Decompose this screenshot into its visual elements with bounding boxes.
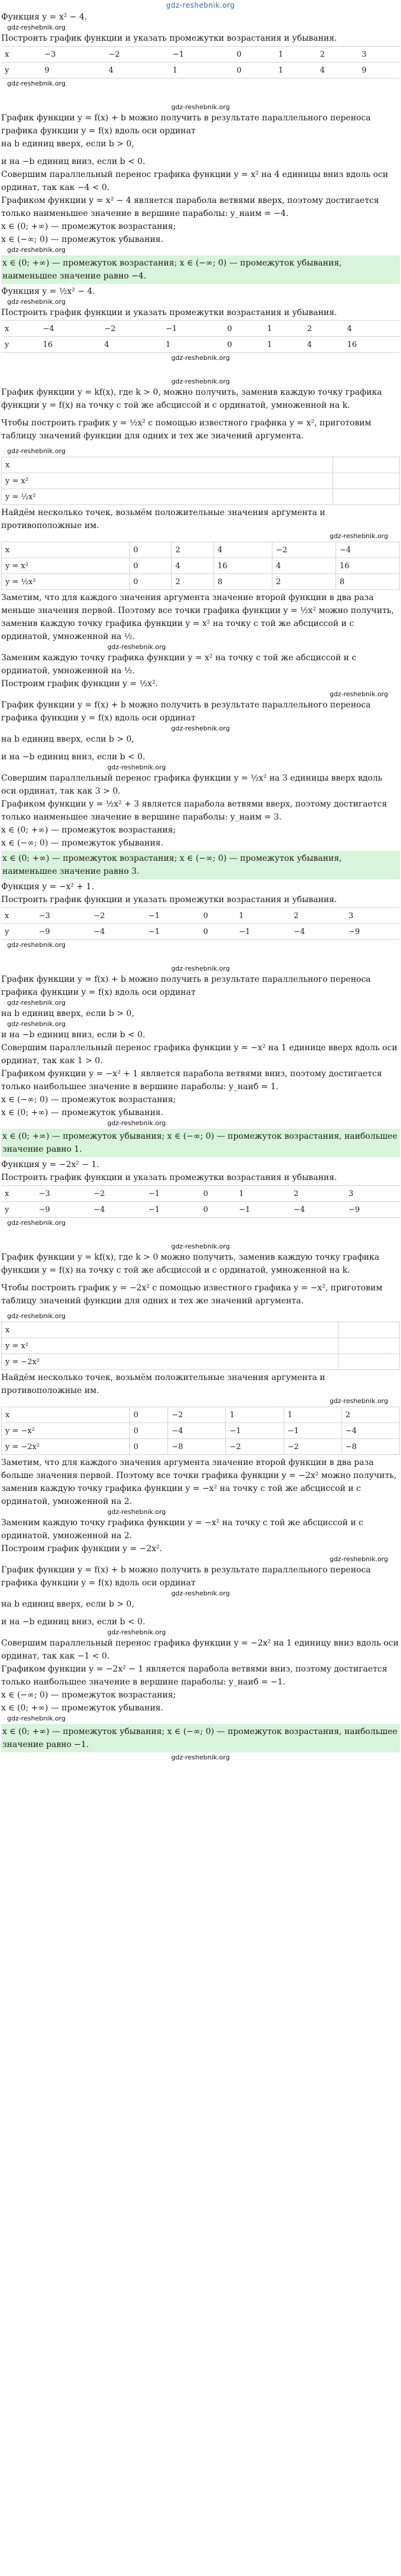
answer-highlight: x ∈ (0; +∞) — промежуток убывания; x ∈ (−∞; 0) — промежуток возрастания, наибольшее значение равно −1.	[1, 1724, 400, 1752]
paragraph: Чтобы построить график y = ½x² с помощью известного графика y = x², приготовим таблицу значений функции для одних и тех же значений аргумента.	[1, 418, 372, 441]
table-cell: −4	[40, 321, 101, 337]
watermark: gdz-reshebnik.org	[171, 1589, 230, 1597]
table-cell: 0	[223, 337, 264, 353]
watermark: gdz-reshebnik.org	[171, 965, 230, 972]
table-cell: 16	[213, 558, 272, 574]
table-cell: −3	[35, 1186, 90, 1202]
table-cell	[338, 1322, 399, 1338]
paragraph: Чтобы построить график y = −2x² с помощью известного графика y = −x², приготовим таблицу значений функции для одних и тех же значений аргумента.	[1, 1283, 383, 1306]
table-cell: −1	[145, 1202, 200, 1218]
paragraph: и на −b единиц вниз, если b < 0.	[1, 1030, 146, 1040]
watermark: gdz-reshebnik.org	[171, 354, 230, 362]
table-cell	[333, 457, 400, 473]
table-cell: −2	[90, 1186, 145, 1202]
paragraph: График функции y = kf(x), где k > 0 можно получить, заменив каждую точку графика функции y = f(x) на точку с той же абсциссой и с ординатой, умноженной на k.	[1, 1253, 380, 1275]
table-cell	[333, 473, 400, 489]
section-title: Функция y = x² − 4.	[1, 12, 87, 22]
table-cell: x	[1, 321, 40, 337]
watermark: gdz-reshebnik.org	[7, 246, 66, 254]
watermark: gdz-reshebnik.org	[107, 1119, 166, 1127]
table-cell: −2	[226, 1439, 284, 1455]
table-row	[2, 457, 400, 473]
paragraph: Совершим параллельный перенос графика функции y = −x² на 1 единице вверх вдоль оси ординат, так как 1 > 0.	[1, 1043, 397, 1066]
table-row	[1, 908, 400, 924]
table-row	[1, 321, 400, 337]
table-cell: 3	[358, 47, 400, 63]
table-cell: y = x²	[2, 558, 130, 574]
empty-values-table	[1, 457, 400, 505]
table-row	[2, 1354, 400, 1370]
watermark: gdz-reshebnik.org	[7, 1312, 66, 1320]
table-cell: y = −2x²	[2, 1439, 130, 1455]
table-cell: y = x²	[2, 473, 333, 489]
table-cell	[338, 1338, 399, 1354]
paragraph: x ∈ (0; +∞) — промежуток возрастания;	[1, 222, 176, 231]
table-cell: x	[1, 908, 35, 924]
paragraph: и на −b единиц вниз, если b < 0.	[1, 752, 146, 762]
task-text: Построить график функции и указать промежутки возрастания и убывания.	[1, 308, 337, 317]
table-cell: y = x²	[2, 1338, 338, 1354]
paragraph: Совершим параллельный перенос графика функции y = x² на 4 единицы вниз вдоль оси ординат, так как −4 < 0.	[1, 170, 389, 192]
paragraph: x ∈ (−∞; 0) — промежуток убывания.	[1, 235, 163, 244]
table-cell: 1	[275, 63, 317, 78]
table-cell	[338, 1354, 399, 1370]
table-cell: 4	[317, 63, 359, 78]
table-cell: −1	[162, 321, 223, 337]
watermark: gdz-reshebnik.org	[329, 1397, 388, 1405]
paragraph: Совершим параллельный перенос графика функции y = −2x² на 1 единицу вниз вдоль оси ординат, так как −1 < 0.	[1, 1638, 399, 1661]
paragraph: x ∈ (0; +∞) — промежуток убывания.	[1, 1703, 163, 1713]
answer-highlight: x ∈ (0; +∞) — промежуток убывания; x ∈ (−∞; 0) — промежуток возрастания, наибольшее значение равно 1.	[1, 1129, 400, 1157]
paragraph: Совершим параллельный перенос графика функции y = ½x² на 3 единицы вверх вдоль оси ординат, так как 3 > 0.	[1, 774, 383, 796]
paragraph: Найдём несколько точек, возьмём положительные значения аргумента и противоположные им.	[1, 1373, 326, 1395]
table-cell: −4	[290, 1202, 345, 1218]
table-row	[2, 1338, 400, 1354]
table-cell: x	[1, 1186, 35, 1202]
paragraph: Найдём несколько точек, возьмём положительные значения аргумента и противоположные им.	[1, 508, 326, 530]
points-table	[1, 1407, 400, 1455]
watermark: gdz-reshebnik.org	[171, 1754, 230, 1761]
table-cell: −2	[101, 321, 162, 337]
watermark: gdz-reshebnik.org	[7, 298, 66, 306]
paragraph: График функции y = kf(x), где k > 0, можно получить, заменив каждую точку графика функции y = f(x) на точку с той же абсциссой и с ординатой, умноженной на k.	[1, 388, 382, 410]
table-cell: 1	[275, 47, 317, 63]
watermark: gdz-reshebnik.org	[329, 1555, 388, 1563]
table-cell: 0	[130, 1439, 168, 1455]
table-cell: 4	[172, 558, 213, 574]
table-row	[2, 489, 400, 505]
table-cell: 8	[336, 574, 399, 590]
paragraph: Графиком функции y = x² − 4 является парабола ветвями вверх, поэтому достигается только наименьшее значение в вершине параболы: y_наим = −4.	[1, 196, 379, 218]
table-cell: −9	[35, 1202, 90, 1218]
table-cell: 2	[317, 47, 359, 63]
table-cell: −3	[35, 908, 90, 924]
table-cell: −9	[345, 924, 400, 940]
table-cell: y	[1, 1202, 35, 1218]
table-cell: −1	[145, 924, 200, 940]
table-cell: 2	[290, 1186, 345, 1202]
table-row	[1, 63, 400, 78]
table-cell: 4	[105, 63, 169, 78]
table-cell: 0	[233, 63, 275, 78]
table-cell: 0	[130, 558, 172, 574]
paragraph: Графиком функции y = −x² + 1 является парабола ветвями вниз, поэтому достигается только наибольшее значение в вершине параболы: y_наиб = 1.	[1, 1069, 382, 1092]
table-row	[2, 1322, 400, 1338]
table-cell: 0	[130, 574, 172, 590]
table-row	[2, 558, 400, 574]
table-cell: 4	[101, 337, 162, 353]
table-cell: x	[2, 1322, 338, 1338]
table-cell: −1	[235, 1202, 290, 1218]
table-cell: x	[2, 1407, 130, 1423]
table-cell: 1	[284, 1407, 341, 1423]
table-row	[2, 1423, 400, 1439]
watermark: gdz-reshebnik.org	[107, 763, 166, 771]
task-text: Построить график функции и указать промежутки возрастания и убывания.	[1, 34, 337, 43]
table-cell: y	[1, 63, 41, 78]
table-row	[2, 473, 400, 489]
section-1	[1, 11, 400, 284]
paragraph: на b единиц вверх, если b > 0,	[1, 139, 134, 149]
section-4	[1, 1158, 400, 1762]
table-cell: 1	[226, 1407, 284, 1423]
paragraph: График функции y = f(x) + b можно получить в результате параллельного переноса графика функции y = f(x) вдоль оси ординат	[1, 113, 371, 136]
paragraph: x ∈ (−∞; 0) — промежуток убывания.	[1, 838, 163, 848]
paragraph: x ∈ (0; +∞) — промежуток убывания.	[1, 1108, 163, 1117]
table-cell: −1	[284, 1423, 341, 1439]
watermark: gdz-reshebnik.org	[7, 1219, 66, 1227]
table-cell: 4	[213, 542, 272, 558]
table-cell: 4	[304, 337, 344, 353]
watermark: gdz-reshebnik.org	[7, 447, 66, 455]
table-cell: −2	[272, 542, 336, 558]
table-cell: −9	[35, 924, 90, 940]
section-3	[1, 880, 400, 1157]
values-table	[1, 1185, 400, 1218]
paragraph: График функции y = f(x) + b можно получить в результате параллельного переноса графика функции y = f(x) вдоль оси ординат	[1, 700, 371, 723]
table-cell: 9	[41, 63, 105, 78]
table-cell: 4	[272, 558, 336, 574]
table-cell	[333, 489, 400, 505]
watermark: gdz-reshebnik.org	[7, 80, 66, 87]
answer-highlight: x ∈ (0; +∞) — промежуток возрастания; x ∈ (−∞; 0) — промежуток убывания, наименьшее значение равно −4.	[1, 255, 400, 284]
watermark: gdz-reshebnik.org	[107, 1628, 166, 1636]
watermark: gdz-reshebnik.org	[329, 690, 388, 698]
paragraph: на b единиц вверх, если b > 0,	[1, 1600, 134, 1609]
watermark: gdz-reshebnik.org	[171, 725, 230, 732]
section-2	[1, 285, 400, 879]
table-cell: x	[2, 542, 130, 558]
table-cell: −4	[90, 1202, 145, 1218]
table-cell: −2	[284, 1439, 341, 1455]
table-row	[1, 337, 400, 353]
table-cell: 1	[264, 321, 304, 337]
empty-values-table	[1, 1322, 400, 1370]
table-cell: 1	[235, 1186, 290, 1202]
section-title: Функция y = ½x² − 4.	[1, 287, 96, 296]
table-cell: −1	[226, 1423, 284, 1439]
table-cell: 0	[130, 542, 172, 558]
table-cell: 3	[345, 908, 400, 924]
table-row	[1, 1186, 400, 1202]
table-row	[1, 47, 400, 63]
table-cell: 2	[341, 1407, 399, 1423]
table-cell: 2	[290, 908, 345, 924]
table-cell: x	[2, 457, 333, 473]
paragraph: Заменим каждую точку графика функции y = x² на точку с той же абсциссой и с ординатой, умноженной на ½.	[1, 653, 357, 676]
table-cell: x	[1, 47, 41, 63]
table-cell: 0	[130, 1407, 168, 1423]
paragraph: x ∈ (−∞; 0) — промежуток возрастания;	[1, 1690, 176, 1700]
paragraph: Графиком функции y = ½x² + 3 является парабола ветвями вверх, поэтому достигается только наименьшее значение в вершине параболы: y_наим = 3.	[1, 799, 387, 822]
table-row	[1, 1202, 400, 1218]
table-cell: 1	[235, 908, 290, 924]
table-cell: y = ½x²	[2, 489, 333, 505]
watermark: gdz-reshebnik.org	[329, 532, 388, 540]
paragraph: График функции y = f(x) + b можно получить в результате параллельного переноса графика функции y = f(x) вдоль оси ординат	[1, 975, 371, 997]
watermark: gdz-reshebnik.org	[7, 1020, 66, 1028]
table-row	[1, 924, 400, 940]
paragraph: Заметим, что для каждого значения аргумента значение второй функции в два раза больше значения первой. Поэтому все точки графика функции y = −2x² можно получить, заменив каждую точку графика функции y = −x² на точку с той же абсциссой и с ординатой, умноженной на 2.	[1, 1458, 397, 1506]
table-cell: 3	[345, 1186, 400, 1202]
watermark: gdz-reshebnik.org	[171, 378, 230, 385]
table-cell: 16	[40, 337, 101, 353]
table-cell: y	[1, 924, 35, 940]
section-title: Функция y = −2x² − 1.	[1, 1160, 100, 1169]
table-cell: −4	[336, 542, 399, 558]
section-title: Функция y = −x² + 1.	[1, 882, 94, 892]
table-cell: y = −2x²	[2, 1354, 338, 1370]
paragraph: x ∈ (−∞; 0) — промежуток возрастания;	[1, 1095, 176, 1105]
table-cell: −1	[169, 47, 234, 63]
answer-highlight: x ∈ (0; +∞) — промежуток возрастания; x ∈ (−∞; 0) — промежуток убывания, наименьшее значение равно 3.	[1, 851, 400, 879]
table-cell: y = −x²	[2, 1423, 130, 1439]
paragraph: и на −b единиц вниз, если b < 0.	[1, 1617, 146, 1627]
table-cell: 0	[200, 924, 235, 940]
table-cell: −3	[41, 47, 105, 63]
table-cell: −4	[90, 924, 145, 940]
paragraph: x ∈ (0; +∞) — промежуток возрастания;	[1, 825, 176, 835]
table-cell: −2	[90, 908, 145, 924]
watermark: gdz-reshebnik.org	[7, 941, 66, 949]
table-row	[2, 1407, 400, 1423]
table-cell: 2	[304, 321, 344, 337]
table-cell: 0	[223, 321, 264, 337]
table-cell: 0	[130, 1423, 168, 1439]
watermark: gdz-reshebnik.org	[7, 999, 66, 1007]
watermark: gdz-reshebnik.org	[171, 1243, 230, 1250]
values-table	[1, 320, 400, 353]
paragraph: и на −b единиц вниз, если b < 0.	[1, 157, 146, 166]
paragraph: Графиком функции y = −2x² − 1 является парабола ветвями вниз, поэтому достигается только наибольшее значение в вершине параболы: y_наиб = −1.	[1, 1664, 387, 1687]
table-cell: 4	[344, 321, 400, 337]
paragraph: Построим график функции y = −2x².	[1, 1544, 162, 1554]
table-cell: −1	[145, 908, 200, 924]
table-cell: −4	[341, 1423, 399, 1439]
table-cell: 2	[272, 574, 336, 590]
watermark: gdz-reshebnik.org	[7, 1715, 66, 1722]
table-cell: −8	[341, 1439, 399, 1455]
table-cell: 16	[344, 337, 400, 353]
table-cell: −8	[168, 1439, 226, 1455]
points-table	[1, 542, 400, 590]
table-cell: −1	[145, 1186, 200, 1202]
table-cell: 16	[336, 558, 399, 574]
values-table	[1, 907, 400, 940]
table-cell: −2	[168, 1407, 226, 1423]
table-cell: y = ½x²	[2, 574, 130, 590]
watermark: gdz-reshebnik.org	[107, 643, 166, 651]
values-table	[1, 46, 400, 78]
paragraph: Построим график функции y = ½x².	[1, 679, 158, 689]
table-cell: 0	[200, 908, 235, 924]
table-row	[2, 1439, 400, 1455]
watermark: gdz-reshebnik.org	[107, 1508, 166, 1516]
table-cell: 1	[162, 337, 223, 353]
table-row	[2, 574, 400, 590]
watermark: gdz-reshebnik.org	[171, 103, 230, 111]
table-cell: 0	[233, 47, 275, 63]
table-cell: 1	[169, 63, 234, 78]
table-cell: 2	[172, 574, 213, 590]
table-cell: y	[1, 337, 40, 353]
table-cell: −4	[290, 924, 345, 940]
table-cell: 1	[264, 337, 304, 353]
table-cell: 9	[358, 63, 400, 78]
table-cell: −9	[345, 1202, 400, 1218]
table-cell: −1	[235, 924, 290, 940]
paragraph: на b единиц вверх, если b > 0,	[1, 735, 134, 744]
table-cell: 0	[200, 1186, 235, 1202]
task-text: Построить график функции и указать промежутки возрастания и убывания.	[1, 895, 337, 904]
table-cell: 2	[172, 542, 213, 558]
task-text: Построить график функции и указать промежутки возрастания и убывания.	[1, 1173, 337, 1182]
paragraph: Заметим, что для каждого значения аргумента значение второй функции в два раза меньше значения первой. Поэтому все точки графика функции y = ½x² можно получить, заменив каждую точку графика функции y = x² на точку с той же абсциссой и с ординатой, умноженной на ½.	[1, 593, 395, 641]
table-cell: 8	[213, 574, 272, 590]
table-cell: −4	[168, 1423, 226, 1439]
paragraph: График функции y = f(x) + b можно получить в результате параллельного переноса графика функции y = f(x) вдоль оси ординат	[1, 1565, 371, 1588]
watermark: gdz-reshebnik.org	[7, 24, 66, 31]
paragraph: на b единиц вверх, если b > 0,	[1, 1009, 134, 1018]
table-cell: −2	[105, 47, 169, 63]
paragraph: Заменим каждую точку графика функции y = −x² на точку с той же абсциссой и с ординатой, умноженной на 2.	[1, 1518, 364, 1541]
site-header[interactable]: gdz-reshebnik.org	[166, 1, 235, 9]
table-row	[2, 542, 400, 558]
table-cell: 0	[200, 1202, 235, 1218]
